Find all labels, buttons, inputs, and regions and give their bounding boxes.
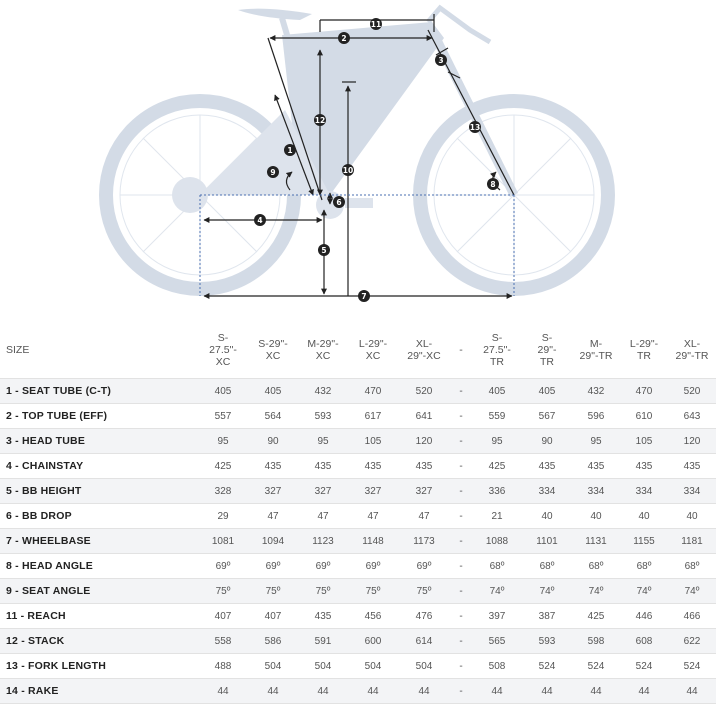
- measurement-label: 13 - FORK LENGTH: [0, 654, 198, 679]
- measurement-value: 1123: [298, 529, 348, 554]
- table-row: [0, 554, 716, 579]
- size-column-header-line: 29"-TR: [579, 350, 613, 362]
- measurement-value: 95: [298, 429, 348, 454]
- measurement-value: 68º: [572, 554, 620, 579]
- measurement-value: 407: [198, 604, 248, 629]
- measurement-value: 610: [620, 404, 668, 429]
- size-column-header: [668, 322, 716, 379]
- marker-6: [333, 196, 345, 208]
- measurement-value: 69º: [248, 554, 298, 579]
- marker-1: [284, 144, 296, 156]
- size-column-header-line: -: [459, 344, 463, 356]
- measurement-value: 74º: [668, 579, 716, 604]
- table-row: [0, 679, 716, 704]
- measurement-value: 105: [620, 429, 668, 454]
- measurement-value: 504: [298, 654, 348, 679]
- measurement-label: 14 - RAKE: [0, 679, 198, 704]
- measurement-value: 105: [348, 429, 398, 454]
- measurement-value: 120: [398, 429, 450, 454]
- svg-text:3: 3: [438, 56, 444, 65]
- measurement-value: 405: [248, 379, 298, 404]
- table-row: [0, 454, 716, 479]
- marker-7: [358, 290, 370, 302]
- size-column-header-line: 27.5"-: [209, 344, 237, 356]
- measurement-value: -: [450, 554, 472, 579]
- measurement-value: 425: [472, 454, 522, 479]
- measurement-value: 565: [472, 629, 522, 654]
- measurement-value: 47: [398, 504, 450, 529]
- measurement-value: 40: [620, 504, 668, 529]
- size-column-header: [472, 322, 522, 379]
- measurement-value: 75º: [248, 579, 298, 604]
- measurement-value: 47: [298, 504, 348, 529]
- measurement-value: 524: [522, 654, 572, 679]
- measurement-value: 21: [472, 504, 522, 529]
- measurement-value: 90: [522, 429, 572, 454]
- measurement-value: 44: [522, 679, 572, 704]
- table-row: [0, 429, 716, 454]
- table-body: [0, 379, 716, 704]
- svg-text:12: 12: [314, 116, 326, 125]
- measurement-value: 622: [668, 629, 716, 654]
- svg-text:1: 1: [287, 146, 293, 155]
- size-column-header-line: L-29"-: [358, 338, 388, 350]
- measurement-value: 524: [620, 654, 668, 679]
- measurement-value: -: [450, 454, 472, 479]
- measurement-value: 327: [298, 479, 348, 504]
- size-column-header: [450, 322, 472, 379]
- measurement-value: 69º: [298, 554, 348, 579]
- measurement-label: 4 - CHAINSTAY: [0, 454, 198, 479]
- measurement-label: 7 - WHEELBASE: [0, 529, 198, 554]
- measurement-value: 425: [572, 604, 620, 629]
- measurement-value: 74º: [522, 579, 572, 604]
- measurement-value: 524: [572, 654, 620, 679]
- measurement-label: 11 - REACH: [0, 604, 198, 629]
- table-header-row: [0, 322, 716, 379]
- measurement-value: 520: [398, 379, 450, 404]
- measurement-value: -: [450, 379, 472, 404]
- measurement-value: 75º: [298, 579, 348, 604]
- measurement-value: 120: [668, 429, 716, 454]
- size-column-header: [348, 322, 398, 379]
- measurement-value: 1148: [348, 529, 398, 554]
- measurement-value: 559: [472, 404, 522, 429]
- measurement-value: 567: [522, 404, 572, 429]
- measurement-value: 69º: [198, 554, 248, 579]
- measurement-value: 504: [248, 654, 298, 679]
- table-row: [0, 654, 716, 679]
- measurement-value: 470: [620, 379, 668, 404]
- measurement-value: -: [450, 504, 472, 529]
- measurement-value: 557: [198, 404, 248, 429]
- measurement-value: 432: [298, 379, 348, 404]
- svg-text:11: 11: [370, 20, 382, 29]
- marker-4: [254, 214, 266, 226]
- measurement-value: -: [450, 604, 472, 629]
- measurement-value: 405: [472, 379, 522, 404]
- marker-2: [338, 32, 350, 44]
- measurement-value: 44: [248, 679, 298, 704]
- measurement-value: 334: [620, 479, 668, 504]
- measurement-value: 435: [298, 604, 348, 629]
- size-column-header-line: TR: [490, 356, 504, 368]
- measurement-value: 40: [668, 504, 716, 529]
- measurement-value: 68º: [472, 554, 522, 579]
- table-row: [0, 629, 716, 654]
- measurement-value: 40: [522, 504, 572, 529]
- measurement-label: 8 - HEAD ANGLE: [0, 554, 198, 579]
- measurement-value: -: [450, 654, 472, 679]
- measurement-value: -: [450, 429, 472, 454]
- measurement-value: 470: [348, 379, 398, 404]
- size-column-header-line: TR: [637, 350, 651, 362]
- size-column-header: [572, 322, 620, 379]
- table-row: [0, 604, 716, 629]
- measurement-value: 596: [572, 404, 620, 429]
- measurement-value: 44: [298, 679, 348, 704]
- marker-11: [370, 18, 382, 30]
- geometry-table: [0, 322, 716, 704]
- measurement-value: 1088: [472, 529, 522, 554]
- measurement-value: 600: [348, 629, 398, 654]
- size-column-header-line: S-: [541, 332, 553, 344]
- size-column-header: [522, 322, 572, 379]
- measurement-value: 564: [248, 404, 298, 429]
- measurement-value: 446: [620, 604, 668, 629]
- size-column-header-line: M-: [589, 338, 603, 350]
- size-column-header: [198, 322, 248, 379]
- measurement-value: 1131: [572, 529, 620, 554]
- measurement-value: -: [450, 679, 472, 704]
- measurement-value: 641: [398, 404, 450, 429]
- marker-9: [267, 166, 279, 178]
- size-column-header-line: M-29"-: [307, 338, 339, 350]
- measurement-value: 405: [522, 379, 572, 404]
- measurement-value: 90: [248, 429, 298, 454]
- svg-text:8: 8: [490, 180, 496, 189]
- size-column-header: [248, 322, 298, 379]
- measurement-value: 75º: [348, 579, 398, 604]
- measurement-value: 435: [298, 454, 348, 479]
- marker-12: [314, 114, 326, 126]
- measurement-label: 1 - SEAT TUBE (C-T): [0, 379, 198, 404]
- measurement-value: 466: [668, 604, 716, 629]
- measurement-value: 74º: [472, 579, 522, 604]
- measurement-value: 68º: [620, 554, 668, 579]
- measurement-value: 68º: [668, 554, 716, 579]
- table-row: [0, 529, 716, 554]
- measurement-value: 591: [298, 629, 348, 654]
- measurement-value: 334: [668, 479, 716, 504]
- measurement-value: 586: [248, 629, 298, 654]
- marker-5: [318, 244, 330, 256]
- measurement-value: 425: [198, 454, 248, 479]
- marker-13: [469, 121, 481, 133]
- svg-text:7: 7: [361, 292, 367, 301]
- measurement-value: 44: [472, 679, 522, 704]
- measurement-value: 435: [398, 454, 450, 479]
- size-column-header: [620, 322, 668, 379]
- marker-8: [487, 178, 499, 190]
- measurement-value: 435: [620, 454, 668, 479]
- measurement-value: -: [450, 629, 472, 654]
- size-column-header-line: S-: [217, 332, 229, 344]
- size-column-header-line: S-: [491, 332, 503, 344]
- measurement-value: 405: [198, 379, 248, 404]
- size-column-header-line: XC: [315, 350, 331, 362]
- measurement-value: 435: [572, 454, 620, 479]
- measurement-label: 9 - SEAT ANGLE: [0, 579, 198, 604]
- size-column-header-line: XL-: [683, 338, 701, 350]
- size-column-header-line: XL-: [415, 338, 433, 350]
- measurement-value: 558: [198, 629, 248, 654]
- measurement-value: 435: [668, 454, 716, 479]
- table-row: [0, 579, 716, 604]
- size-column-header-line: XC: [365, 350, 381, 362]
- measurement-value: 44: [198, 679, 248, 704]
- table-row: [0, 404, 716, 429]
- measurement-value: 488: [198, 654, 248, 679]
- measurement-label: 12 - STACK: [0, 629, 198, 654]
- size-column-header-line: 27.5"-: [483, 344, 511, 356]
- measurement-value: 643: [668, 404, 716, 429]
- measurement-value: 69º: [348, 554, 398, 579]
- measurement-value: 75º: [198, 579, 248, 604]
- measurement-value: 336: [472, 479, 522, 504]
- marker-10: [342, 164, 354, 176]
- measurement-value: 44: [620, 679, 668, 704]
- svg-text:6: 6: [336, 198, 342, 207]
- table-row: [0, 504, 716, 529]
- measurement-value: 504: [398, 654, 450, 679]
- bike-silhouette: [106, 8, 608, 289]
- measurement-value: -: [450, 479, 472, 504]
- measurement-label: 6 - BB DROP: [0, 504, 198, 529]
- size-column-header: [298, 322, 348, 379]
- measurement-value: 1081: [198, 529, 248, 554]
- measurement-value: 334: [572, 479, 620, 504]
- measurement-value: 1094: [248, 529, 298, 554]
- measurement-value: 617: [348, 404, 398, 429]
- measurement-value: 435: [248, 454, 298, 479]
- measurement-value: 44: [348, 679, 398, 704]
- measurement-value: 614: [398, 629, 450, 654]
- measurement-value: 95: [572, 429, 620, 454]
- measurement-value: 432: [572, 379, 620, 404]
- svg-text:2: 2: [341, 34, 347, 43]
- size-column-header-line: TR: [540, 356, 554, 368]
- measurement-value: 44: [572, 679, 620, 704]
- measurement-value: 74º: [620, 579, 668, 604]
- size-column-header-line: XC: [265, 350, 281, 362]
- size-column-header-line: 29"-: [537, 344, 557, 356]
- measurement-value: 520: [668, 379, 716, 404]
- svg-text:13: 13: [469, 123, 481, 132]
- measurement-value: 69º: [398, 554, 450, 579]
- svg-text:5: 5: [321, 246, 327, 255]
- measurement-value: 327: [348, 479, 398, 504]
- measurement-value: 407: [248, 604, 298, 629]
- measurement-value: 95: [198, 429, 248, 454]
- size-column-header-line: S-29"-: [258, 338, 288, 350]
- measurement-value: 47: [348, 504, 398, 529]
- measurement-value: 435: [348, 454, 398, 479]
- measurement-value: 44: [398, 679, 450, 704]
- measurement-value: 68º: [522, 554, 572, 579]
- measurement-value: 397: [472, 604, 522, 629]
- measurement-value: 47: [248, 504, 298, 529]
- measurement-value: 593: [298, 404, 348, 429]
- measurement-value: 387: [522, 604, 572, 629]
- measurement-value: 456: [348, 604, 398, 629]
- size-column-header-line: 29"-XC: [407, 350, 441, 362]
- measurement-value: 40: [572, 504, 620, 529]
- measurement-value: 1181: [668, 529, 716, 554]
- table-row: [0, 479, 716, 504]
- size-column-header: [398, 322, 450, 379]
- measurement-label: 5 - BB HEIGHT: [0, 479, 198, 504]
- measurement-value: 504: [348, 654, 398, 679]
- measurement-value: 74º: [572, 579, 620, 604]
- measurement-value: 327: [398, 479, 450, 504]
- svg-text:4: 4: [257, 216, 263, 225]
- measurement-value: 75º: [398, 579, 450, 604]
- size-column-header-line: L-29"-: [629, 338, 659, 350]
- measurement-value: 95: [472, 429, 522, 454]
- svg-text:10: 10: [342, 166, 354, 175]
- measurement-value: 435: [522, 454, 572, 479]
- measurement-value: 1173: [398, 529, 450, 554]
- size-column-header-line: XC: [215, 356, 231, 368]
- measurement-label: 2 - TOP TUBE (EFF): [0, 404, 198, 429]
- measurement-value: -: [450, 404, 472, 429]
- measurement-value: -: [450, 579, 472, 604]
- measurement-value: 508: [472, 654, 522, 679]
- measurement-value: 524: [668, 654, 716, 679]
- bike-geometry-diagram: [0, 0, 716, 318]
- svg-text:9: 9: [270, 168, 276, 177]
- measurement-value: 328: [198, 479, 248, 504]
- size-header: SIZE: [6, 344, 30, 356]
- measurement-value: 1101: [522, 529, 572, 554]
- measurement-value: 29: [198, 504, 248, 529]
- measurement-label: 3 - HEAD TUBE: [0, 429, 198, 454]
- measurement-value: -: [450, 529, 472, 554]
- measurement-value: 476: [398, 604, 450, 629]
- marker-3: [435, 54, 447, 66]
- measurement-value: 44: [668, 679, 716, 704]
- measurement-value: 608: [620, 629, 668, 654]
- measurement-value: 327: [248, 479, 298, 504]
- measurement-value: 593: [522, 629, 572, 654]
- measurement-value: 598: [572, 629, 620, 654]
- table-row: [0, 379, 716, 404]
- size-column-header-line: 29"-TR: [675, 350, 709, 362]
- measurement-value: 1155: [620, 529, 668, 554]
- measurement-value: 334: [522, 479, 572, 504]
